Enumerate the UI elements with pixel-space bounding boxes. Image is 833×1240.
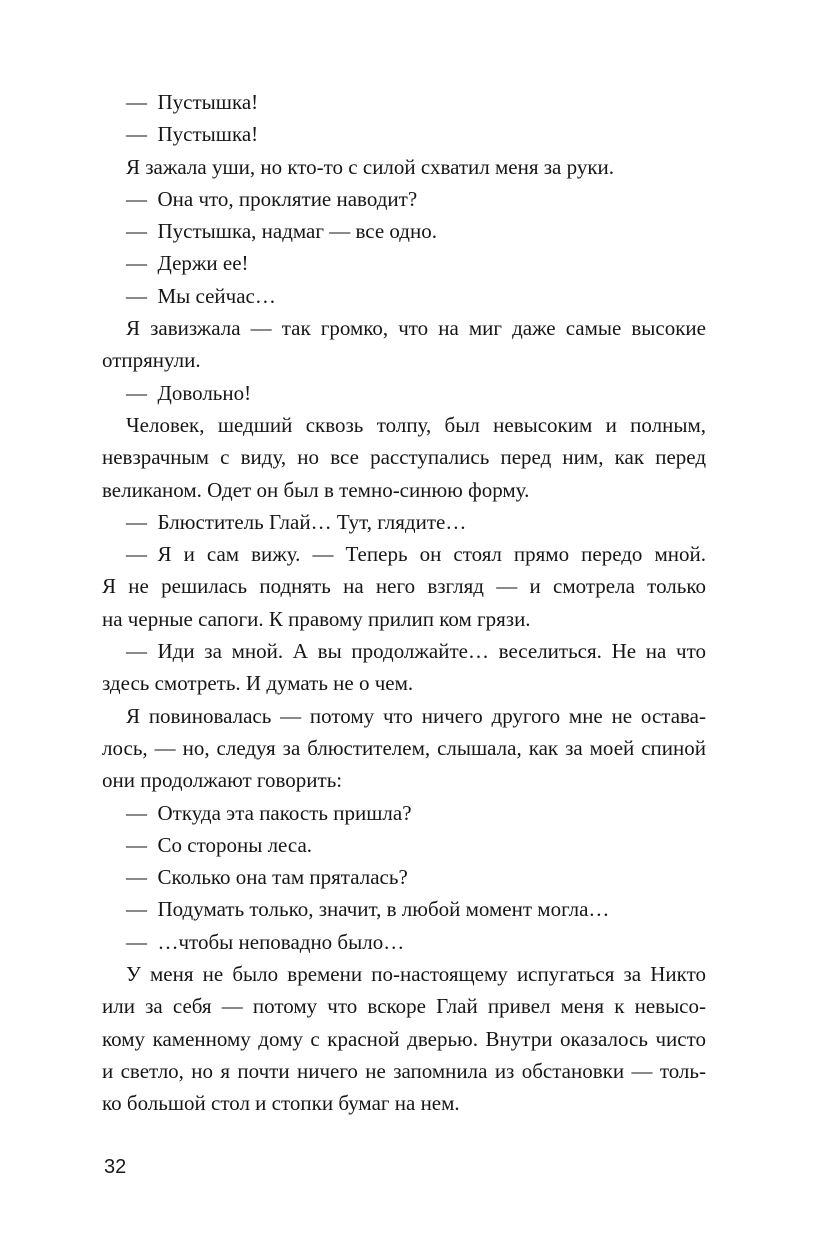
text-line: Я завизжала — так громко, что на миг даже самые высокие	[126, 316, 706, 341]
text-line: ко большой стол и стопки бумаг на нем.	[102, 1091, 460, 1116]
page-number: 32	[104, 1156, 127, 1178]
paragraph	[102, 151, 706, 183]
text-line: они продолжают говорить:	[102, 768, 343, 793]
paragraph	[102, 635, 706, 700]
paragraph	[102, 118, 706, 150]
text-line: — Она что, проклятие наводит?	[126, 186, 418, 211]
paragraph	[102, 700, 706, 797]
text-line: на черные сапоги. К правому прилип ком грязи.	[102, 606, 531, 631]
paragraph	[102, 86, 706, 118]
paragraph	[102, 183, 706, 215]
paragraph	[102, 377, 706, 409]
text-line: — Мы сейчас…	[126, 283, 276, 308]
text-line: и светло, но я почти ничего не запомнила из обстановки — толь-	[102, 1058, 706, 1083]
text-line: — Держи ее!	[126, 251, 249, 276]
text-line: Человек, шедший сквозь толпу, был невысоким и полным,	[126, 412, 706, 437]
paragraph	[102, 215, 706, 247]
text-line: невзрачным с виду, но все расступались перед ним, как перед	[102, 445, 706, 470]
text-line: — Блюститель Глай… Тут, глядите…	[126, 509, 467, 534]
paragraph	[102, 958, 706, 1119]
text-line: Я повиновалась — потому что ничего другого мне не остава-	[126, 703, 706, 728]
text-line: здесь смотреть. И думать не о чем.	[102, 671, 414, 696]
text-line: — Сколько она там пряталась?	[126, 865, 408, 890]
paragraph	[102, 893, 706, 925]
paragraph	[102, 280, 706, 312]
paragraph	[102, 506, 706, 538]
text-line: лось, — но, следуя за блюстителем, слышала, как за моей спиной	[102, 735, 706, 760]
paragraph	[102, 926, 706, 958]
text-line: — Пустышка!	[126, 90, 259, 114]
text-line: — Иди за мной. А вы продолжайте… веселиться. Не на что	[126, 639, 706, 664]
text-line: — Я и сам вижу. — Теперь он стоял прямо передо мной.	[126, 542, 706, 567]
text-line: — …чтобы неповадно было…	[126, 929, 405, 954]
paragraph	[102, 247, 706, 279]
text-line: Я не решилась поднять на него взгляд — и смотрела только	[102, 574, 706, 599]
text-line: — Откуда эта пакость пришла?	[126, 800, 412, 825]
text-line: великаном. Одет он был в темно-синюю форму.	[102, 477, 530, 502]
text-line: кому каменному дому с красной дверью. Внутри оказалось чисто	[102, 1026, 706, 1051]
paragraph	[102, 409, 706, 506]
text-line: — Довольно!	[126, 380, 252, 405]
paragraph	[102, 538, 706, 635]
text-line: — Пустышка!	[126, 122, 259, 147]
paragraph	[102, 312, 706, 377]
text-line: — Со стороны леса.	[126, 832, 313, 857]
paragraph	[102, 861, 706, 893]
paragraph	[102, 797, 706, 829]
text-line: У меня не было времени по-настоящему испугаться за Никто	[126, 962, 706, 987]
text-line: Я зажала уши, но кто-то с силой схватил меня за руки.	[126, 154, 615, 179]
page-text	[102, 86, 706, 1120]
paragraph	[102, 829, 706, 861]
text-line: — Пустышка, надмаг — все одно.	[126, 219, 437, 244]
text-line: отпрянули.	[102, 348, 201, 373]
text-line: или за себя — потому что вскоре Глай привел меня к невысо-	[102, 994, 706, 1019]
text-line: — Подумать только, значит, в любой момент могла…	[126, 897, 610, 922]
